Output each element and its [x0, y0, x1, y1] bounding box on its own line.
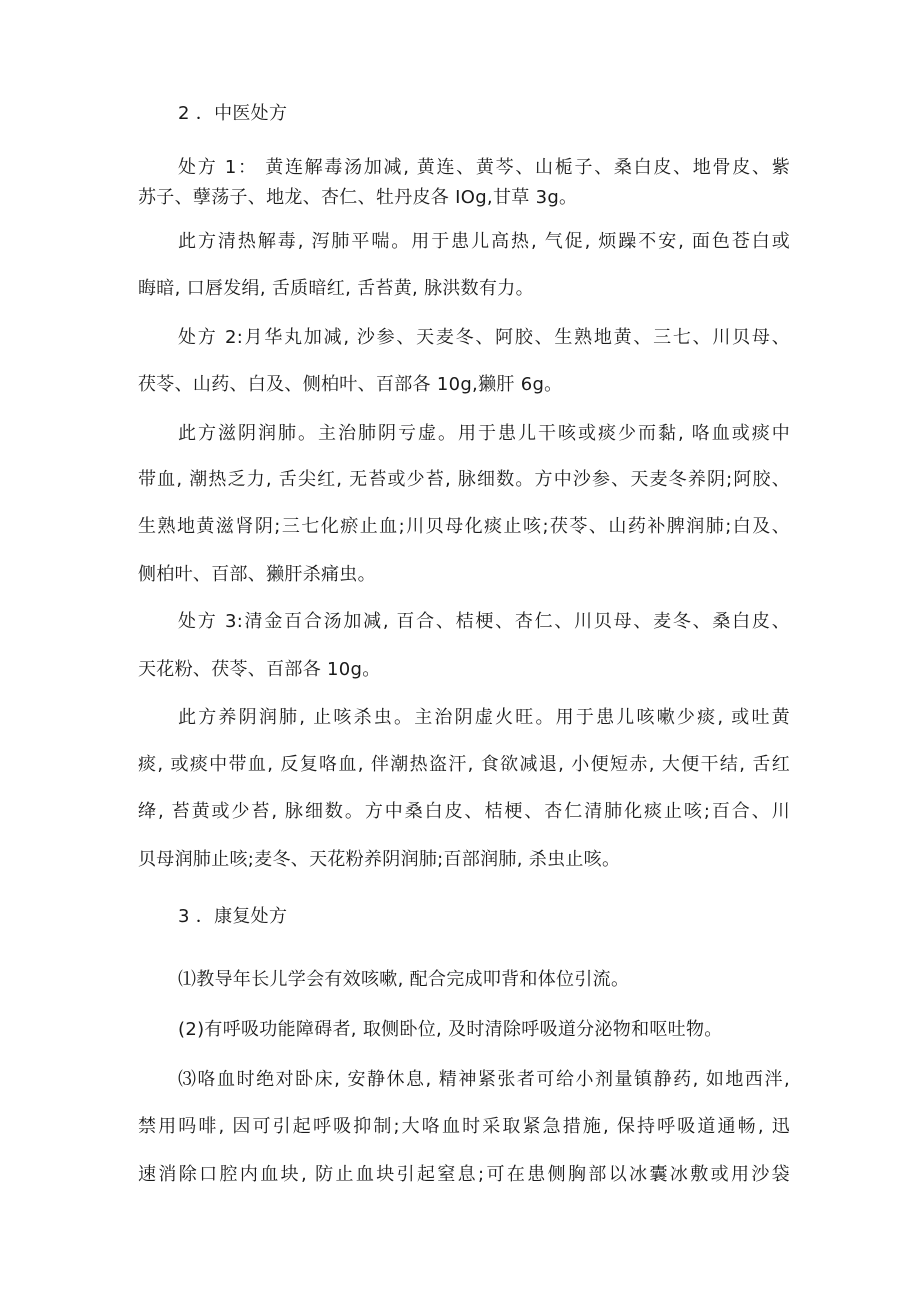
- prescription-3-desc-line-1: 此方养阴润肺, 止咳杀虫。主治阴虚火旺。用于患儿咳嗽少痰, 或吐黄: [178, 707, 790, 728]
- prescription-3-desc-line-2: 痰, 或痰中带血, 反复咯血, 伴潮热盗汗, 食欲减退, 小便短赤, 大便干结, 舌红: [138, 754, 790, 775]
- prescription-2-desc-line-3: 生熟地黄滋肾阴;三七化瘀止血;川贝母化痰止咳;茯苓、山药补脾润肺;白及、: [138, 516, 790, 537]
- rehab-item-3-line-1: ⑶咯血时绝对卧床, 安静休息, 精神紧张者可给小剂量镇静药, 如地西泮,: [178, 1069, 790, 1090]
- rehab-item-3-line-3: 速消除口腔内血块, 防止血块引起窒息;可在患侧胸部以冰囊冰敷或用沙袋: [138, 1164, 790, 1185]
- prescription-2-line-1: 处方 2:月华丸加减, 沙参、天麦冬、阿胶、生熟地黄、三七、川贝母、: [178, 327, 790, 348]
- rehab-item-2: (2)有呼吸功能障碍者, 取侧卧位, 及时清除呼吸道分泌物和呕吐物。: [178, 1019, 723, 1040]
- prescription-3-desc-line-4: 贝母润肺止咳;麦冬、天花粉养阴润肺;百部润肺, 杀虫止咳。: [138, 849, 621, 870]
- prescription-3-line-2: 天花粉、茯苓、百部各 10g。: [138, 659, 381, 680]
- prescription-3-line-1: 处方 3:清金百合汤加减, 百合、桔梗、杏仁、川贝母、麦冬、桑白皮、: [178, 611, 790, 632]
- prescription-1-line-1: 处方 1： 黄连解毒汤加减, 黄连、黄芩、山栀子、桑白皮、地骨皮、紫: [178, 157, 790, 178]
- prescription-2-desc-line-4: 侧柏叶、百部、獭肝杀痛虫。: [138, 564, 376, 585]
- section-heading-rehab-prescriptions: 3 ．康复处方: [178, 906, 288, 927]
- prescription-1-line-2: 苏子、孽荡子、地龙、杏仁、牡丹皮各 IOg,甘草 3g。: [138, 187, 578, 208]
- rehab-item-1: ⑴教导年长儿学会有效咳嗽, 配合完成叩背和体位引流。: [178, 969, 630, 990]
- prescription-2-desc-line-1: 此方滋阴润肺。主治肺阴亏虚。用于患儿干咳或痰少而黏, 咯血或痰中: [178, 423, 790, 444]
- prescription-1-desc-line-1: 此方清热解毒, 泻肺平喘。用于患儿高热, 气促, 烦躁不安, 面色苍白或: [178, 231, 790, 252]
- prescription-3-desc-line-3: 绛, 苔黄或少苔, 脉细数。方中桑白皮、桔梗、杏仁清肺化痰止咳;百合、川: [138, 801, 790, 822]
- prescription-1-desc-line-2: 晦暗, 口唇发绢, 舌质暗红, 舌苔黄, 脉洪数有力。: [138, 278, 534, 299]
- rehab-item-3-line-2: 禁用吗啡, 因可引起呼吸抑制;大咯血时采取紧急措施, 保持呼吸道通畅, 迅: [138, 1116, 790, 1137]
- section-heading-tcm-prescriptions: 2 ．中医处方: [178, 103, 288, 124]
- prescription-2-line-2: 茯苓、山药、白及、侧柏叶、百部各 10g,獭肝 6g。: [138, 374, 563, 395]
- prescription-2-desc-line-2: 带血, 潮热乏力, 舌尖红, 无苔或少苔, 脉细数。方中沙参、天麦冬养阴;阿胶、: [138, 469, 790, 490]
